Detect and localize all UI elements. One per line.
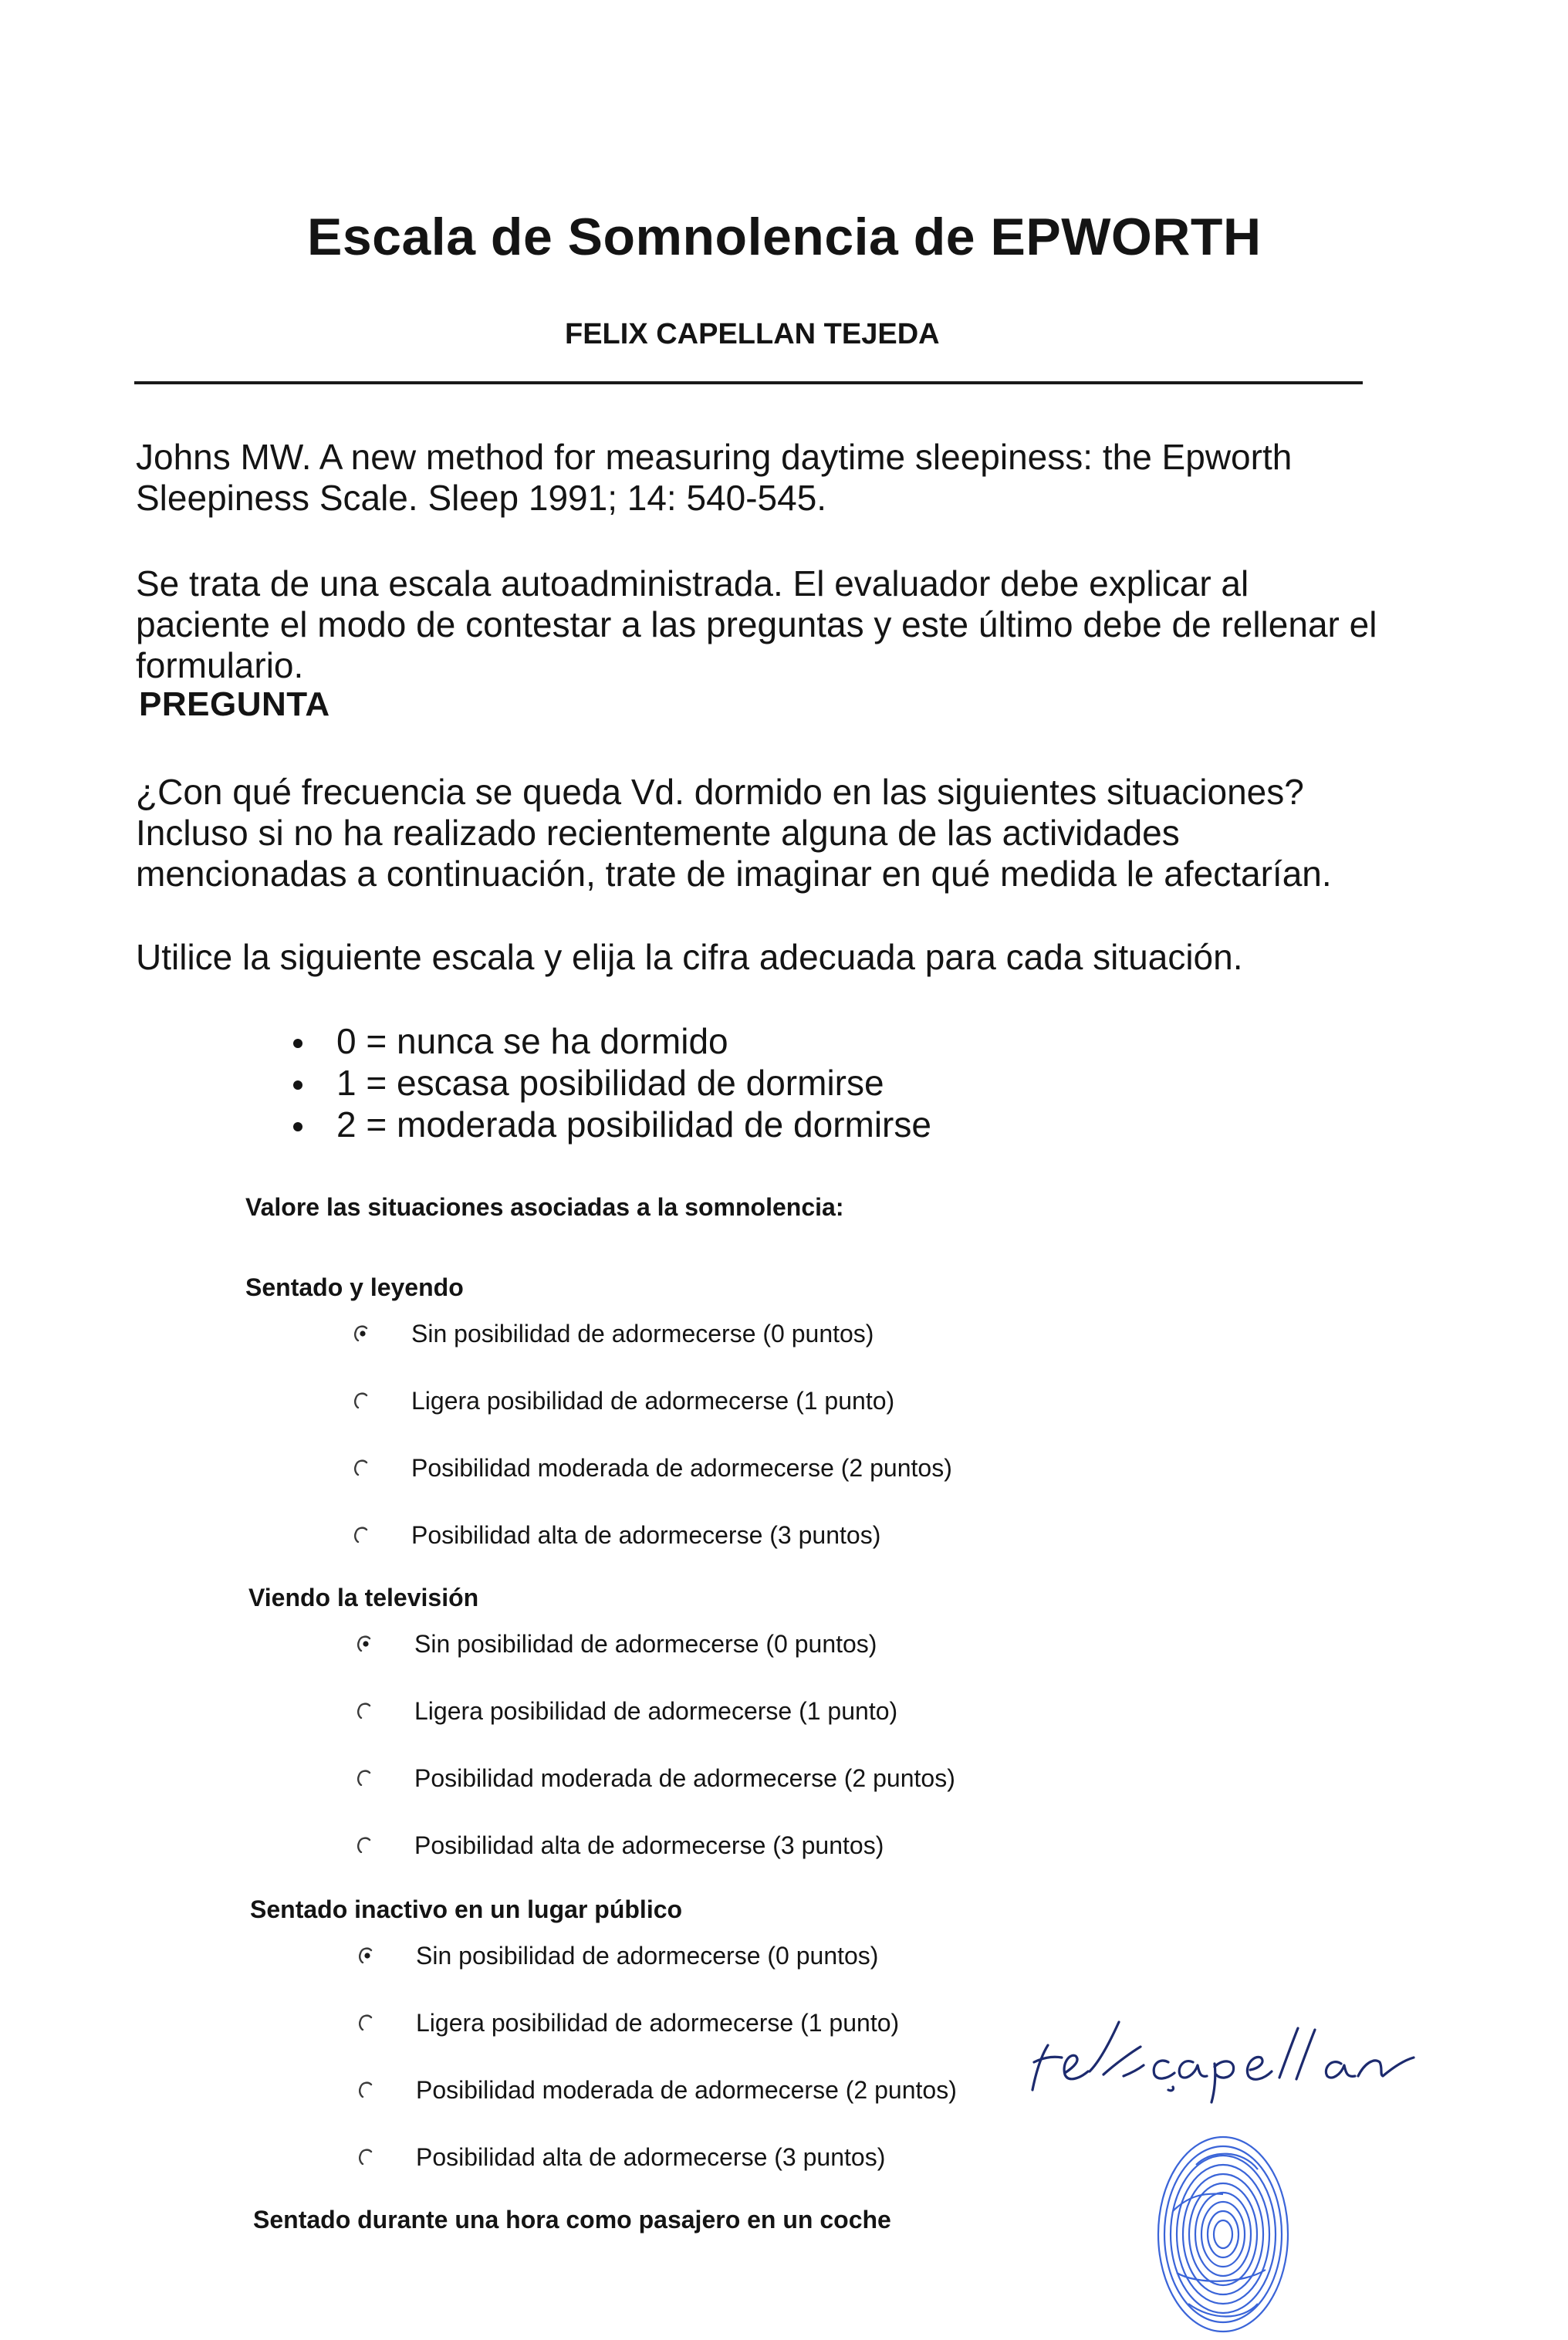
author-name: FELIX CAPELLAN TEJEDA [565,318,940,350]
scale-item: 0 = nunca se ha dormido [284,1020,931,1062]
option-row[interactable] [245,1521,1171,1588]
section-heading: PREGUNTA [139,685,330,723]
scale-item: 1 = escasa posibilidad de dormirse [284,1062,931,1104]
option-label: Posibilidad moderada de adormecerse (2 puntos) [414,1764,955,1792]
page-title: Escala de Somnolencia de EPWORTH [307,208,1262,266]
radio-button[interactable] [358,2148,375,2165]
option-label: Sin posibilidad de adormecerse (0 puntos) [414,1630,877,1658]
option-row[interactable] [245,1387,1171,1454]
option-label: Posibilidad alta de adormecerse (3 puntos) [416,2143,886,2171]
option-label: Posibilidad moderada de adormecerse (2 puntos) [416,2076,957,2104]
option-row[interactable] [248,1831,1174,1899]
situation-group [248,1584,1174,1899]
situation-group [245,1273,1171,1588]
option-label: Ligera posibilidad de adormecerse (1 punto) [414,1697,898,1725]
option-row[interactable] [248,1630,1174,1697]
reference-citation: Johns MW. A new method for measuring daytime sleepiness: the Epworth Sleepiness Scale. Sleep 1991; 14: 540-545. [136,437,1293,518]
option-label: Ligera posibilidad de adormecerse (1 punto) [416,2009,900,2037]
option-row[interactable] [245,1320,1171,1387]
option-row[interactable] [245,1454,1171,1521]
title-divider [134,381,1363,384]
radio-button[interactable] [353,1526,370,1543]
radio-button[interactable] [357,1702,373,1719]
question-paragraph: ¿Con qué frecuencia se queda Vd. dormido en las siguientes situaciones? Incluso si no ha realizado recientemente alguna de las actividades mencionadas a continuación, trate de imaginar en qué medida le afectarían. [136,772,1332,894]
radio-button[interactable] [357,1635,373,1652]
option-label: Ligera posibilidad de adormecerse (1 punto) [411,1387,895,1415]
option-row[interactable] [250,1942,1176,2009]
form-intro: Valore las situaciones asociadas a la somnolencia: [245,1193,844,1221]
situation-group [253,2206,1179,2252]
option-list [245,1320,1171,1588]
situation-label: Sentado inactivo en un lugar público [250,1895,683,1923]
radio-button[interactable] [353,1459,370,1476]
situation-label: Sentado durante una hora como pasajero en un coche [253,2206,891,2233]
option-row[interactable] [248,1697,1174,1764]
fingerprint-image [1150,2119,1296,2338]
scale-list [284,1020,931,1145]
radio-button[interactable] [358,1946,375,1963]
radio-button[interactable] [357,1836,373,1853]
radio-button[interactable] [358,2014,375,2031]
radio-button[interactable] [357,1769,373,1786]
situation-label: Sentado y leyendo [245,1273,464,1301]
option-row[interactable] [250,2143,1176,2210]
option-label: Posibilidad alta de adormecerse (3 puntos) [414,1831,884,1859]
scale-item: 2 = moderada posibilidad de dormirse [284,1104,931,1145]
radio-button[interactable] [358,2081,375,2098]
situation-label: Viendo la televisión [248,1584,479,1611]
radio-button[interactable] [353,1324,370,1341]
option-list [248,1630,1174,1899]
option-label: Sin posibilidad de adormecerse (0 puntos) [416,1942,879,1970]
option-row[interactable] [248,1764,1174,1831]
handwritten-signature [1017,2007,1449,2107]
radio-button[interactable] [353,1391,370,1408]
option-label: Sin posibilidad de adormecerse (0 puntos) [411,1320,874,1348]
option-label: Posibilidad alta de adormecerse (3 puntos) [411,1521,881,1549]
scale-intro: Utilice la siguiente escala y elija la cifra adecuada para cada situación. [136,937,1243,977]
option-label: Posibilidad moderada de adormecerse (2 puntos) [411,1454,952,1482]
instructions-paragraph: Se trata de una escala autoadministrada. El evaluador debe explicar al paciente el modo de contestar a las preguntas y este último debe de rellenar el formulario. [136,563,1377,685]
